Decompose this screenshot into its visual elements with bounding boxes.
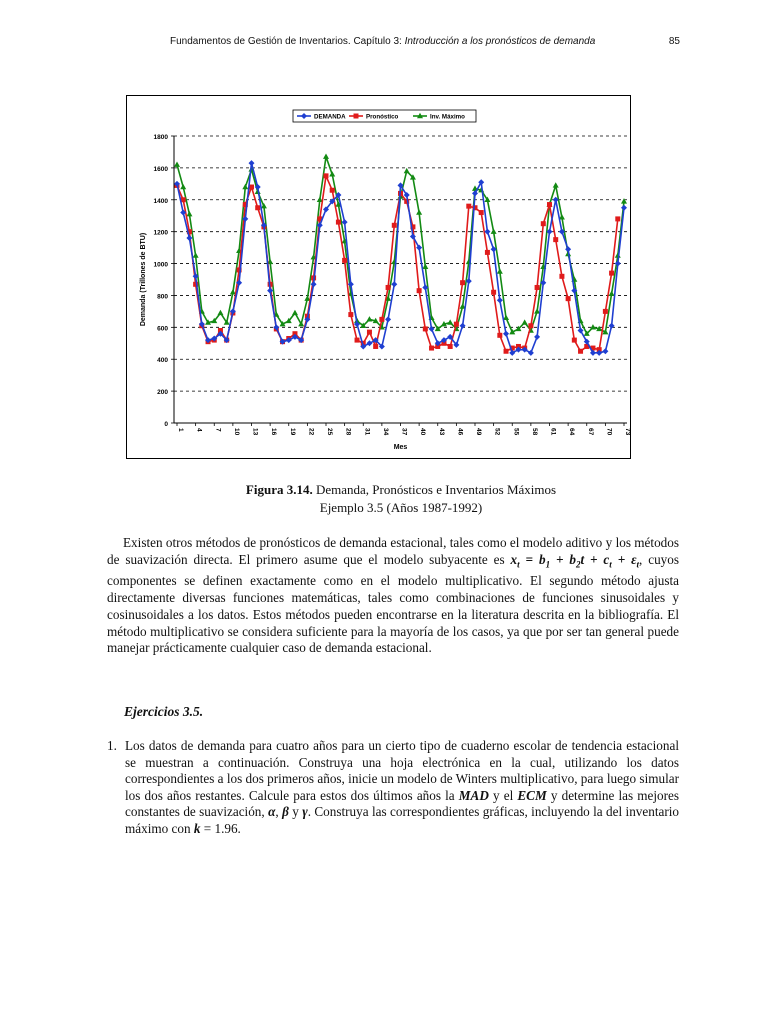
data-point xyxy=(578,328,584,334)
x-tick-label: 40 xyxy=(419,428,427,436)
figure-caption-line2: Ejemplo 3.5 (Años 1987-1992) xyxy=(319,500,483,515)
data-point xyxy=(417,288,422,293)
data-point xyxy=(391,281,397,287)
data-point xyxy=(416,245,422,251)
y-tick-label: 600 xyxy=(157,325,168,333)
data-point xyxy=(578,349,583,354)
data-point xyxy=(429,346,434,351)
data-point xyxy=(242,184,248,189)
y-axis-label: Demanda (Trillones de BTU) xyxy=(140,232,147,327)
data-point xyxy=(621,198,627,203)
legend-entry: Pronóstico xyxy=(366,113,399,121)
data-point xyxy=(422,264,428,269)
data-point xyxy=(497,333,502,338)
y-tick-label: 200 xyxy=(157,389,168,397)
x-tick-label: 55 xyxy=(512,428,520,436)
chart-series xyxy=(174,154,627,356)
figure-label: Figura 3.14. xyxy=(245,482,313,497)
x-tick-label: 70 xyxy=(605,428,613,436)
data-point xyxy=(367,330,372,335)
data-point xyxy=(460,280,465,285)
x-tick-label: 64 xyxy=(568,428,576,436)
demand-line-chart xyxy=(127,96,632,460)
x-tick-label: 58 xyxy=(530,428,538,436)
data-point xyxy=(528,350,534,356)
data-point xyxy=(572,338,577,343)
data-point xyxy=(366,340,372,346)
data-point xyxy=(609,291,615,296)
data-point xyxy=(366,316,372,321)
x-tick-label: 61 xyxy=(549,428,557,436)
data-point xyxy=(553,237,558,242)
x-tick-label: 34 xyxy=(381,428,389,436)
y-tick-label: 1000 xyxy=(153,261,168,269)
data-point xyxy=(472,190,478,196)
y-tick-labels xyxy=(154,134,169,428)
data-point xyxy=(460,323,466,329)
y-tick-label: 800 xyxy=(157,293,168,301)
figure-caption xyxy=(126,482,676,498)
y-tick-label: 1800 xyxy=(153,134,168,141)
data-point xyxy=(491,290,496,295)
page-header xyxy=(170,36,680,50)
data-point xyxy=(386,285,391,290)
data-point xyxy=(348,312,353,317)
x-tick-label: 73 xyxy=(624,428,631,436)
data-point xyxy=(509,350,515,356)
data-point xyxy=(621,205,627,211)
legend-entry: Inv. Máximo xyxy=(430,113,465,121)
data-point xyxy=(354,114,359,119)
figure-caption-text: Demanda, Pronósticos e Inventarios Máximos xyxy=(312,482,557,497)
x-tick-label: 13 xyxy=(251,428,259,436)
data-point xyxy=(479,210,484,215)
data-point xyxy=(547,202,552,207)
data-point xyxy=(603,309,608,314)
equation: $x_t = b_1 + b_2t + c_t + \varepsilon_t$ xyxy=(510,551,640,570)
data-point xyxy=(193,252,199,257)
data-point xyxy=(385,316,391,322)
data-point xyxy=(217,310,223,315)
data-point xyxy=(410,233,416,239)
data-point xyxy=(466,204,471,209)
y-tick-label: 1200 xyxy=(153,229,168,237)
x-tick-label: 31 xyxy=(363,428,371,436)
data-point xyxy=(485,250,490,255)
data-point xyxy=(609,271,614,276)
x-tick-label: 7 xyxy=(214,428,222,432)
x-tick-label: 22 xyxy=(307,428,315,436)
data-point xyxy=(416,209,422,214)
data-point xyxy=(174,162,180,167)
x-tick-label: 19 xyxy=(288,428,296,436)
data-point xyxy=(448,344,453,349)
exercise-item xyxy=(107,738,679,838)
data-point xyxy=(373,344,378,349)
running-title: Fundamentos de Gestión de Inventarios. Capítulo 3: Introducción a los pronósticos de demanda xyxy=(170,36,596,47)
data-point xyxy=(180,184,186,189)
x-tick-label: 1 xyxy=(177,428,184,432)
x-tick-label: 46 xyxy=(456,428,464,436)
data-point xyxy=(566,296,571,301)
page-number: 85 xyxy=(668,36,680,47)
data-point xyxy=(609,323,615,329)
y-tick-label: 1400 xyxy=(153,197,168,205)
x-axis-label: Mes xyxy=(393,444,408,451)
data-point xyxy=(535,285,540,290)
x-tick-label: 67 xyxy=(586,428,594,436)
data-point xyxy=(249,160,255,166)
data-point xyxy=(553,182,559,187)
data-point xyxy=(330,188,335,193)
exercise-number: 1. xyxy=(107,738,117,753)
legend-entry: DEMANDA xyxy=(314,113,346,121)
data-point xyxy=(292,310,298,315)
data-point xyxy=(590,324,596,329)
data-point xyxy=(534,334,540,340)
data-point xyxy=(454,322,459,327)
data-point xyxy=(255,205,260,210)
data-point xyxy=(267,288,273,294)
data-point xyxy=(186,235,192,241)
data-point xyxy=(186,211,192,216)
data-point xyxy=(503,331,509,337)
y-tick-label: 1600 xyxy=(153,165,168,173)
data-point xyxy=(491,228,497,233)
data-point xyxy=(447,319,453,324)
data-point xyxy=(504,349,509,354)
exercise-list xyxy=(107,738,679,838)
x-tick-labels xyxy=(177,428,631,436)
x-tick-label: 10 xyxy=(232,428,240,436)
data-point xyxy=(497,268,503,273)
exercises-heading: Ejercicios 3.5. xyxy=(124,704,204,719)
data-point xyxy=(565,246,571,252)
data-point xyxy=(323,154,329,159)
x-tick-label: 52 xyxy=(493,428,501,436)
exercise-text: Los datos de demanda para cuatro años para un cierto tipo de cuaderno escolar de tendencia estacional se muestran a continuación. Construya una hoja electrónica en la cual, utilizando los datos correspondientes a los dos primeros años, inicie un modelo de Winters multiplicativo, para luego simular los dos años restantes. Calcule para estos dos últimos años la MAD y el ECM y determine las mejores constantes de suavización, α, β y γ. Construya las correspondientes gráficas, incluyendo la del inventario máximo con k = 1.96. xyxy=(125,738,680,836)
y-tick-label: 400 xyxy=(157,357,168,365)
data-point xyxy=(559,274,564,279)
data-point xyxy=(615,216,620,221)
data-point xyxy=(541,221,546,226)
data-point xyxy=(336,220,341,225)
data-point xyxy=(528,323,533,328)
data-point xyxy=(324,173,329,178)
data-point xyxy=(379,317,384,322)
body-paragraph: Existen otros métodos de pronósticos de demanda estacional, tales como el modelo aditivo y los métodos de suavización directa. El primero asume que el modelo subyacente es $x_t = b_1 + b_2t + c_t + \varepsilon_t$, cuyos componentes se definen exactamente como en el modelo multiplicativo. El segundo método ajusta directamente diversas funciones matemáticas, tales como combinaciones de funciones sinusoidales y cosinusoidales a los datos. Estos métodos pueden encontrarse en la literatura descrita en la bibliografía. El método multiplicativo se considera suficiente para la mayoría de los casos, ya que por ser tan general puede manejar prácticamente cualquier caso de demanda estacional. xyxy=(107,535,680,656)
x-tick-label: 25 xyxy=(326,428,333,436)
data-point xyxy=(429,326,435,332)
data-point xyxy=(522,319,528,324)
data-point xyxy=(484,229,490,235)
x-tick-label: 28 xyxy=(344,428,352,436)
data-point xyxy=(392,223,397,228)
data-point xyxy=(590,350,596,356)
y-tick-label: 0 xyxy=(164,421,168,428)
data-point xyxy=(423,326,428,331)
x-tick-label: 4 xyxy=(195,428,203,432)
data-point xyxy=(355,338,360,343)
x-tick-label: 16 xyxy=(270,428,278,436)
data-point xyxy=(329,171,335,176)
chart-legend xyxy=(293,110,476,122)
x-tick-label: 37 xyxy=(400,428,408,436)
x-tick-label: 49 xyxy=(475,428,482,436)
data-point xyxy=(497,297,503,303)
x-tick-label: 43 xyxy=(437,428,445,436)
data-point xyxy=(342,258,347,263)
figure-frame xyxy=(126,95,631,459)
data-point xyxy=(404,168,410,173)
data-point xyxy=(602,348,608,354)
